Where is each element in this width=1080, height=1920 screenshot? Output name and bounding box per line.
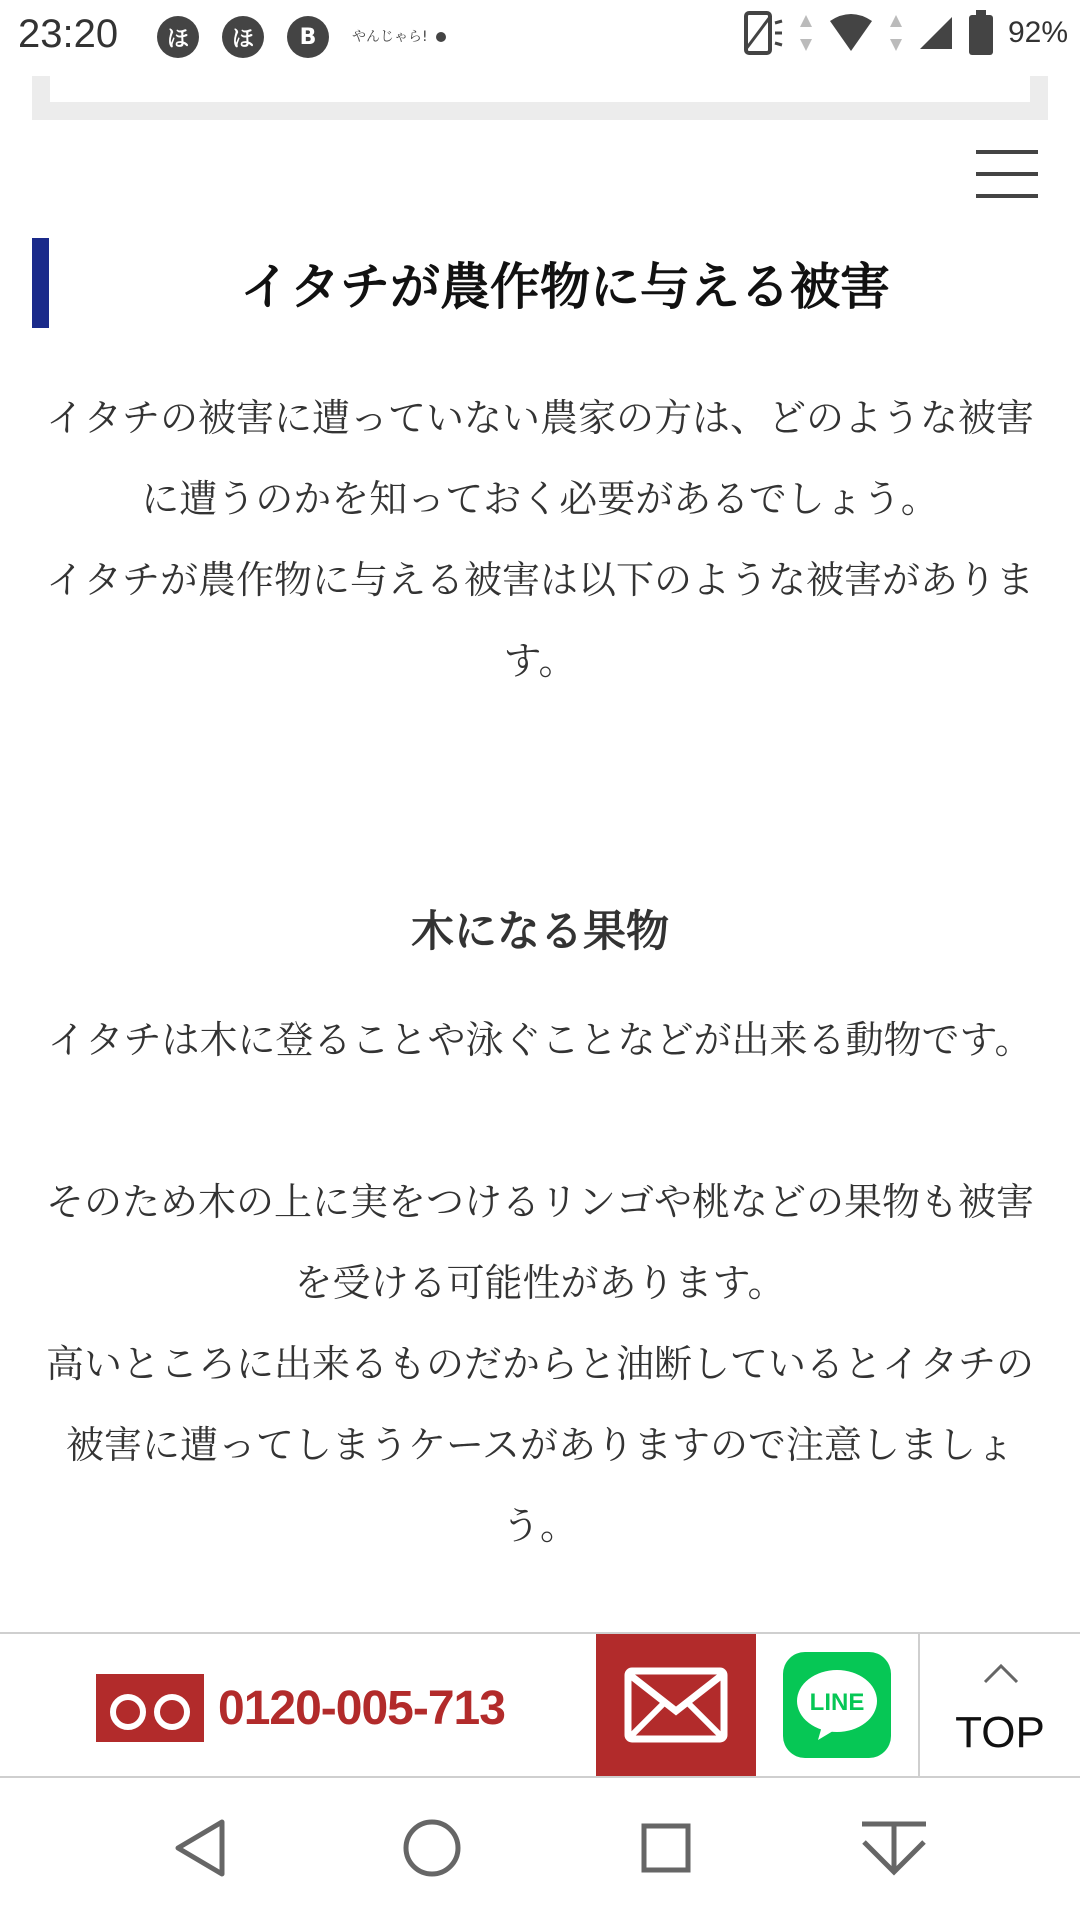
phone-call-button[interactable]: [96, 1674, 505, 1742]
vibrate-icon: [742, 11, 784, 55]
phone-number: 0120-005-713: [218, 1681, 505, 1735]
hotpepper-app-icon-2: ほ: [222, 16, 264, 58]
heading-accent-bar: [32, 238, 49, 328]
hotpepper-app-icon: ほ: [157, 16, 199, 58]
line-label: LINE: [809, 1689, 865, 1716]
status-right: [742, 10, 1068, 56]
data-arrows-icon-2: [888, 11, 904, 55]
notification-text: やんじゃら!: [352, 29, 428, 45]
battery-percent: 92%: [1007, 16, 1068, 49]
mail-icon: [624, 1667, 728, 1743]
section-title: 木になる果物: [411, 907, 669, 957]
top-label: TOP: [955, 1708, 1045, 1757]
home-nav-button[interactable]: [392, 1808, 472, 1888]
back-triangle-icon: [174, 1818, 226, 1878]
home-circle-icon: [402, 1818, 462, 1878]
notification-pulldown-button[interactable]: [854, 1808, 934, 1888]
line-contact-button[interactable]: [756, 1634, 918, 1776]
back-nav-button[interactable]: [160, 1808, 240, 1888]
intro-paragraph-2: イタチが農作物に与える被害は以下のような被害があります。: [45, 558, 1034, 683]
b-app-icon: B: [287, 16, 329, 58]
more-notifications-dot-icon: [436, 32, 446, 42]
mail-contact-button[interactable]: [596, 1634, 756, 1776]
pulldown-arrow-icon: [858, 1818, 930, 1878]
hamburger-line: [976, 150, 1038, 154]
data-arrows-icon: [798, 11, 814, 55]
cell-signal-icon: [918, 15, 954, 51]
status-time: 23:20: [18, 12, 119, 56]
content-frame-inner: [50, 76, 1030, 102]
battery-icon: [968, 10, 994, 56]
freedial-icon: [96, 1674, 204, 1742]
hamburger-line: [976, 172, 1038, 176]
contact-action-bar: [0, 1632, 1080, 1778]
section-paragraph-1: イタチは木に登ることや泳ぐことなどが出来る動物です。: [47, 1018, 1033, 1062]
status-bar: [0, 0, 1080, 76]
menu-hamburger-button[interactable]: [976, 150, 1038, 202]
recents-nav-button[interactable]: [626, 1808, 706, 1888]
section-paragraph-3: 高いところに出来るものだからと油断しているとイタチの被害に遭ってしまうケースがありますので注意しましょう。: [45, 1342, 1034, 1548]
article-heading: イタチが農作物に与える被害: [240, 258, 890, 316]
system-nav-bar: [0, 1778, 1080, 1920]
back-to-top-button[interactable]: [918, 1634, 1080, 1776]
wifi-icon: [828, 13, 874, 53]
recents-square-icon: [640, 1822, 692, 1874]
intro-paragraph-1: イタチの被害に遭っていない農家の方は、どのような被害に遭うのかを知っておく必要があるでしょう。: [45, 396, 1034, 521]
hamburger-line: [976, 194, 1038, 198]
chevron-up-icon: [983, 1662, 1019, 1684]
line-icon: [783, 1652, 891, 1758]
section-paragraph-2: そのため木の上に実をつけるリンゴや桃などの果物も被害を受ける可能性があります。: [45, 1180, 1034, 1305]
